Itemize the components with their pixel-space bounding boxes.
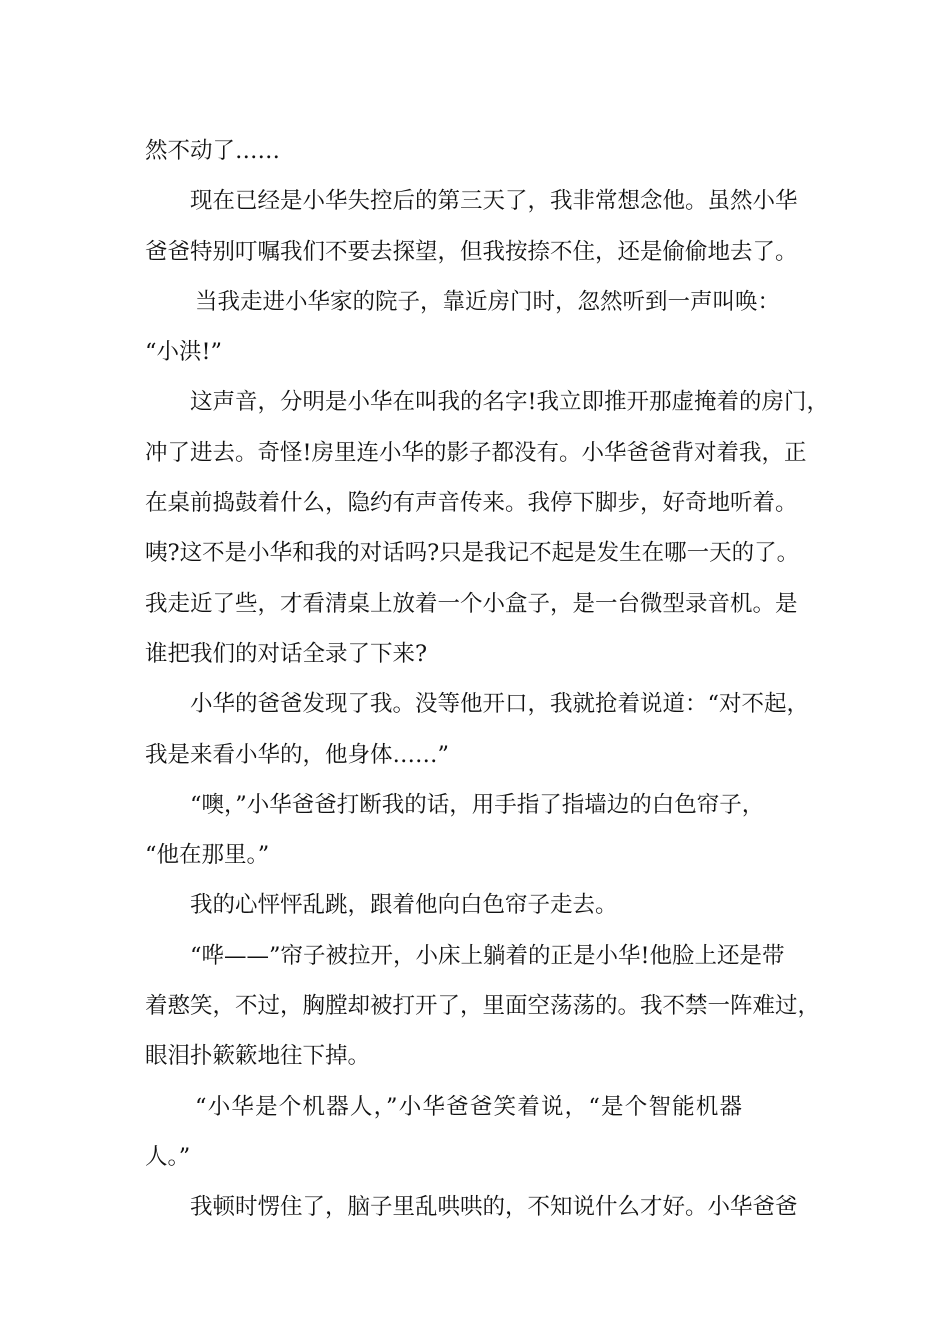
text-line: 眼泪扑簌簌地往下掉。: [145, 1043, 371, 1070]
paragraph-start-line: 我顿时愣住了，脑子里乱哄哄的，不知说什么才好。小华爸爸: [190, 1194, 798, 1221]
text-line: 谁把我们的对话全录了下来?: [145, 640, 428, 667]
text-line: 着憨笑，不过，胸膛却被打开了，里面空荡荡的。我不禁一阵难过，: [145, 993, 821, 1020]
text-line: “小洪!”: [145, 339, 223, 366]
text-line: 我走近了些，才看清桌上放着一个小盒子，是一台微型录音机。是: [145, 590, 798, 617]
paragraph-start-line: 这声音，分明是小华在叫我的名字!我立即推开那虚掩着的房门，: [190, 389, 830, 416]
text-line: 冲了进去。奇怪!房里连小华的影子都没有。小华爸爸背对着我，正: [145, 439, 807, 466]
text-line: 在桌前捣鼓着什么，隐约有声音传来。我停下脚步，好奇地听着。: [145, 490, 798, 517]
paragraph-start-line: 小华的爸爸发现了我。没等他开口，我就抢着说道：“对不起，: [190, 691, 810, 718]
paragraph-start-line: 现在已经是小华失控后的第三天了，我非常想念他。虽然小华: [190, 188, 798, 215]
story-text: [145, 126, 830, 1233]
text-line: 人。”: [145, 1143, 191, 1170]
text-line: 然不动了……: [145, 138, 281, 164]
text-line: 咦?这不是小华和我的对话吗?只是我记不起是发生在哪一天的了。: [145, 540, 800, 567]
paragraph-start-line: “哗——”帘子被拉开，小床上躺着的正是小华!他脸上还是带: [190, 942, 785, 969]
paragraph-start-line: 我的心怦怦乱跳，跟着他向白色帘子走去。: [190, 892, 618, 919]
paragraph-start-line: “噢，”小华爸爸打断我的话，用手指了指墙边的白色帘子，: [190, 791, 765, 818]
text-line: 我是来看小华的，他身体……”: [145, 741, 450, 768]
text-line: 爸爸特别叮嘱我们不要去探望，但我按捺不住，还是偷偷地去了。: [145, 238, 798, 265]
paragraph-start-line: 当我走进小华家的院子，靠近房门时，忽然听到一声叫唤：: [195, 288, 781, 315]
paragraph-start-line: “小华是个机器人，”小华爸爸笑着说，“是个智能机器: [195, 1093, 744, 1120]
text-line: “他在那里。”: [145, 842, 270, 869]
